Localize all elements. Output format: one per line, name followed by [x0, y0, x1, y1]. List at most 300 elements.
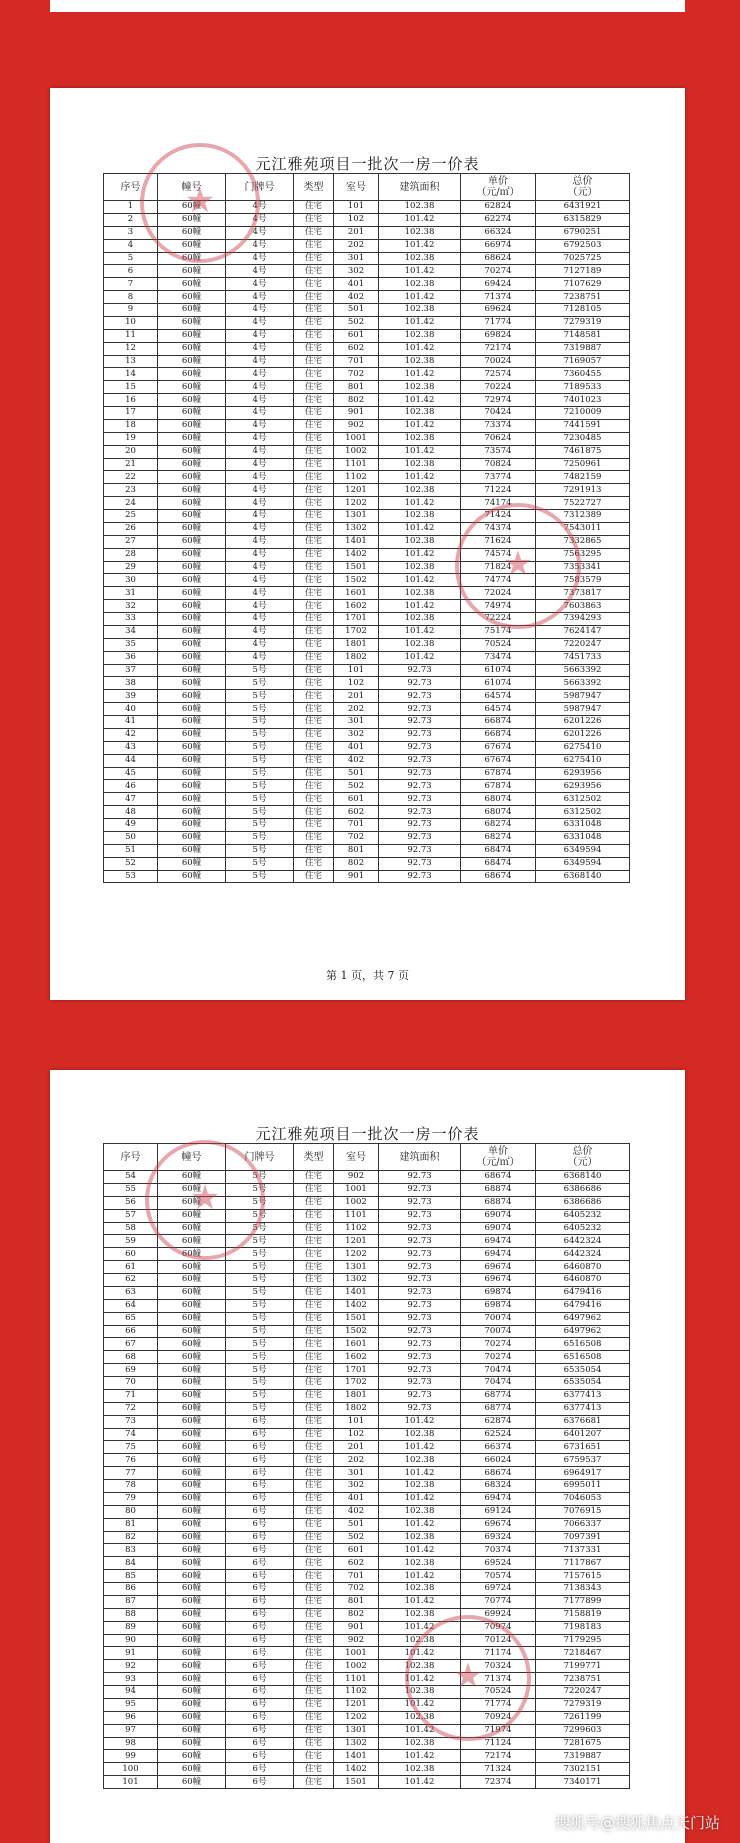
table-cell: 101.42: [379, 1724, 461, 1737]
table-cell: 60幢: [158, 1737, 226, 1750]
table-cell: 5号: [226, 1286, 294, 1299]
table-cell: 61: [104, 1261, 158, 1274]
table-cell: 60幢: [158, 419, 226, 432]
table-cell: 81: [104, 1518, 158, 1531]
table-cell: 70024: [461, 355, 536, 368]
table-cell: 101: [104, 1776, 158, 1789]
table-cell: 102.38: [379, 510, 461, 523]
table-row: [104, 767, 630, 780]
table-cell: 69874: [461, 1299, 536, 1312]
table-cell: 92.73: [379, 870, 461, 883]
table-cell: 7157615: [536, 1570, 630, 1583]
table-cell: 1001: [334, 1647, 379, 1660]
table-cell: 6号: [226, 1724, 294, 1737]
table-cell: 5号: [226, 1299, 294, 1312]
table-cell: 住宅: [294, 806, 334, 819]
table-cell: 60幢: [158, 780, 226, 793]
table-cell: 4号: [226, 561, 294, 574]
table-row: [104, 316, 630, 329]
table-cell: 4号: [226, 381, 294, 394]
table-cell: 住宅: [294, 1261, 334, 1274]
table-cell: 6376681: [536, 1415, 630, 1428]
table-cell: 60幢: [158, 1570, 226, 1583]
table-cell: 70324: [461, 1660, 536, 1673]
table-cell: 1202: [334, 1248, 379, 1261]
table-cell: 5号: [226, 1261, 294, 1274]
table-cell: 69324: [461, 1531, 536, 1544]
table-row: [104, 407, 630, 420]
table-cell: 69424: [461, 278, 536, 291]
table-cell: 60幢: [158, 1686, 226, 1699]
table-cell: 6: [104, 265, 158, 278]
table-cell: 70474: [461, 1377, 536, 1390]
table-row: [104, 1505, 630, 1518]
table-row: [104, 1763, 630, 1776]
table-cell: 501: [334, 1518, 379, 1531]
table-cell: 60幢: [158, 1492, 226, 1505]
table-cell: 住宅: [294, 291, 334, 304]
table-cell: 4号: [226, 213, 294, 226]
table-cell: 6号: [226, 1621, 294, 1634]
table-cell: 6号: [226, 1698, 294, 1711]
table-cell: 70574: [461, 1570, 536, 1583]
table-cell: 6479416: [536, 1299, 630, 1312]
table-cell: 5号: [226, 741, 294, 754]
table-cell: 7210009: [536, 407, 630, 420]
table-cell: 501: [334, 304, 379, 317]
table-cell: 69674: [461, 1261, 536, 1274]
table-cell: 92.73: [379, 741, 461, 754]
table-cell: 4号: [226, 458, 294, 471]
table-cell: 84: [104, 1557, 158, 1570]
table-cell: 202: [334, 703, 379, 716]
table-cell: 102.38: [379, 484, 461, 497]
table-cell: 6315829: [536, 213, 630, 226]
table-cell: 102.38: [379, 1531, 461, 1544]
table-cell: 住宅: [294, 355, 334, 368]
table-cell: 7066337: [536, 1518, 630, 1531]
table-cell: 92.73: [379, 831, 461, 844]
table-cell: 住宅: [294, 278, 334, 291]
table-cell: 302: [334, 265, 379, 278]
table-cell: 34: [104, 625, 158, 638]
table-cell: 6号: [226, 1518, 294, 1531]
table-cell: 64574: [461, 703, 536, 716]
table-cell: 101.42: [379, 1776, 461, 1789]
table-cell: 住宅: [294, 1776, 334, 1789]
table-row: [104, 1209, 630, 1222]
table-cell: 802: [334, 1608, 379, 1621]
table-cell: 住宅: [294, 1750, 334, 1763]
table-cell: 92.73: [379, 716, 461, 729]
table-cell: 4号: [226, 587, 294, 600]
table-cell: 6号: [226, 1737, 294, 1750]
table-cell: 62: [104, 1274, 158, 1287]
table-header-row: [104, 1144, 630, 1171]
table-row: [104, 1634, 630, 1647]
table-cell: 102.38: [379, 1711, 461, 1724]
table-cell: 60幢: [158, 1518, 226, 1531]
table-cell: 25: [104, 510, 158, 523]
table-cell: 72024: [461, 587, 536, 600]
table-cell: 住宅: [294, 1222, 334, 1235]
table-cell: 72574: [461, 368, 536, 381]
table-row: [104, 535, 630, 548]
table-cell: 1402: [334, 1763, 379, 1776]
table-cell: 6479416: [536, 1286, 630, 1299]
table-cell: 6号: [226, 1454, 294, 1467]
table-row: [104, 1274, 630, 1287]
table-cell: 60幢: [158, 1531, 226, 1544]
table-row: [104, 497, 630, 510]
table-cell: 6386686: [536, 1196, 630, 1209]
table-row: [104, 638, 630, 651]
table-cell: 60幢: [158, 1441, 226, 1454]
column-header: 序号: [104, 174, 158, 201]
table-cell: 301: [334, 252, 379, 265]
table-cell: 6995011: [536, 1480, 630, 1493]
table-cell: 4号: [226, 432, 294, 445]
table-cell: 住宅: [294, 1325, 334, 1338]
table-cell: 6号: [226, 1595, 294, 1608]
table-cell: 71824: [461, 561, 536, 574]
table-cell: 1002: [334, 1660, 379, 1673]
table-cell: 41: [104, 716, 158, 729]
table-cell: 住宅: [294, 574, 334, 587]
table-cell: 5号: [226, 1364, 294, 1377]
table-cell: 住宅: [294, 548, 334, 561]
table-cell: 60幢: [158, 600, 226, 613]
table-cell: 68074: [461, 806, 536, 819]
table-cell: 6790251: [536, 226, 630, 239]
table-cell: 93: [104, 1673, 158, 1686]
table-cell: 67674: [461, 741, 536, 754]
table-cell: 101.42: [379, 1750, 461, 1763]
table-cell: 83: [104, 1544, 158, 1557]
table-cell: 7482159: [536, 471, 630, 484]
table-cell: 60幢: [158, 484, 226, 497]
table-cell: 7220247: [536, 1686, 630, 1699]
table-cell: 801: [334, 844, 379, 857]
table-cell: 1802: [334, 1402, 379, 1415]
table-cell: 6442324: [536, 1235, 630, 1248]
table-cell: 16: [104, 394, 158, 407]
table-cell: 80: [104, 1505, 158, 1518]
table-cell: 7218467: [536, 1647, 630, 1660]
table-cell: 60幢: [158, 806, 226, 819]
table-cell: 74574: [461, 548, 536, 561]
table-cell: 4号: [226, 548, 294, 561]
table-cell: 住宅: [294, 1660, 334, 1673]
table-cell: 92.73: [379, 1351, 461, 1364]
table-cell: 7451733: [536, 651, 630, 664]
table-cell: 92.73: [379, 1183, 461, 1196]
table-cell: 住宅: [294, 1467, 334, 1480]
table-cell: 76: [104, 1454, 158, 1467]
table-cell: 60幢: [158, 304, 226, 317]
table-cell: 4号: [226, 278, 294, 291]
table-cell: 60幢: [158, 1183, 226, 1196]
table-cell: 69674: [461, 1518, 536, 1531]
table-cell: 5号: [226, 1312, 294, 1325]
table-cell: 住宅: [294, 1698, 334, 1711]
table-cell: 60幢: [158, 716, 226, 729]
table-row: [104, 1686, 630, 1699]
table-cell: 住宅: [294, 677, 334, 690]
table-cell: 40: [104, 703, 158, 716]
table-cell: 69: [104, 1364, 158, 1377]
table-cell: 92.73: [379, 1209, 461, 1222]
table-cell: 101.42: [379, 1647, 461, 1660]
table-cell: 68674: [461, 1171, 536, 1184]
table-cell: 702: [334, 1583, 379, 1596]
table-cell: 60幢: [158, 793, 226, 806]
table-cell: 29: [104, 561, 158, 574]
table-cell: 6349594: [536, 844, 630, 857]
table-cell: 66374: [461, 1441, 536, 1454]
table-cell: 102: [334, 213, 379, 226]
table-cell: 住宅: [294, 304, 334, 317]
table-cell: 46: [104, 780, 158, 793]
table-cell: 70824: [461, 458, 536, 471]
table-cell: 1302: [334, 522, 379, 535]
column-header: 单价 （元/㎡）: [461, 174, 536, 201]
table-cell: 92.73: [379, 1248, 461, 1261]
table-cell: 5号: [226, 1196, 294, 1209]
table-cell: 30: [104, 574, 158, 587]
table-cell: 住宅: [294, 252, 334, 265]
table-cell: 92.73: [379, 703, 461, 716]
table-cell: 92.73: [379, 1402, 461, 1415]
table-cell: 4号: [226, 342, 294, 355]
table-cell: 43: [104, 741, 158, 754]
table-row: [104, 226, 630, 239]
table-cell: 4号: [226, 291, 294, 304]
table-cell: 68474: [461, 857, 536, 870]
table-cell: 6293956: [536, 780, 630, 793]
table-cell: 1301: [334, 1261, 379, 1274]
table-cell: 1501: [334, 561, 379, 574]
table-cell: 7302151: [536, 1763, 630, 1776]
table-row: [104, 677, 630, 690]
table-cell: 4号: [226, 407, 294, 420]
table-cell: 6号: [226, 1441, 294, 1454]
watermark: 搜狐号@搜狐焦点天门站: [554, 1814, 720, 1832]
table-cell: 60幢: [158, 329, 226, 342]
table-cell: 6497962: [536, 1325, 630, 1338]
column-header: 建筑面积: [379, 174, 461, 201]
table-cell: 60幢: [158, 1299, 226, 1312]
table-cell: 4号: [226, 638, 294, 651]
table-cell: 101: [334, 664, 379, 677]
table-row: [104, 1647, 630, 1660]
table-cell: 301: [334, 716, 379, 729]
table-cell: 60幢: [158, 703, 226, 716]
table-cell: 70124: [461, 1634, 536, 1647]
table-cell: 5663392: [536, 677, 630, 690]
table-cell: 102.38: [379, 458, 461, 471]
table-cell: 101.42: [379, 574, 461, 587]
table-cell: 1301: [334, 1724, 379, 1737]
table-cell: 60幢: [158, 1621, 226, 1634]
table-cell: 56: [104, 1196, 158, 1209]
table-cell: 1101: [334, 1673, 379, 1686]
table-row: [104, 1389, 630, 1402]
table-cell: 5号: [226, 1377, 294, 1390]
table-cell: 801: [334, 381, 379, 394]
table-cell: 5号: [226, 754, 294, 767]
table-cell: 1702: [334, 1377, 379, 1390]
table-cell: 7199771: [536, 1660, 630, 1673]
table-cell: 5号: [226, 677, 294, 690]
table-cell: 92.73: [379, 1222, 461, 1235]
table-cell: 69074: [461, 1222, 536, 1235]
table-cell: 60幢: [158, 767, 226, 780]
table-cell: 901: [334, 870, 379, 883]
table-cell: 71774: [461, 316, 536, 329]
table-cell: 68674: [461, 870, 536, 883]
table-cell: 住宅: [294, 1183, 334, 1196]
table-cell: 602: [334, 806, 379, 819]
table-cell: 7025725: [536, 252, 630, 265]
table-cell: 60幢: [158, 677, 226, 690]
table-cell: 44: [104, 754, 158, 767]
table-cell: 19: [104, 432, 158, 445]
table-cell: 7312389: [536, 510, 630, 523]
table-cell: 6号: [226, 1647, 294, 1660]
table-cell: 701: [334, 355, 379, 368]
table-cell: 6号: [226, 1492, 294, 1505]
table-cell: 60幢: [158, 1428, 226, 1441]
table-cell: 住宅: [294, 1492, 334, 1505]
table-cell: 68274: [461, 819, 536, 832]
column-header: 类型: [294, 174, 334, 201]
table-cell: 住宅: [294, 780, 334, 793]
table-cell: 5号: [226, 1402, 294, 1415]
table-cell: 22: [104, 471, 158, 484]
table-cell: 60幢: [158, 355, 226, 368]
table-cell: 68774: [461, 1402, 536, 1415]
table-cell: 5号: [226, 819, 294, 832]
table-cell: 60幢: [158, 728, 226, 741]
table-cell: 6442324: [536, 1248, 630, 1261]
table-cell: 7624147: [536, 625, 630, 638]
table-cell: 住宅: [294, 1235, 334, 1248]
table-cell: 65: [104, 1312, 158, 1325]
column-header: 总价 （元）: [536, 174, 630, 201]
table-cell: 102.38: [379, 1480, 461, 1493]
table-cell: 20: [104, 445, 158, 458]
table-cell: 102.38: [379, 1634, 461, 1647]
table-row: [104, 355, 630, 368]
table-cell: 92.73: [379, 1389, 461, 1402]
table-cell: 86: [104, 1583, 158, 1596]
table-cell: 32: [104, 600, 158, 613]
table-cell: 60幢: [158, 432, 226, 445]
table-cell: 61074: [461, 664, 536, 677]
table-cell: 71: [104, 1389, 158, 1402]
table-cell: 102.38: [379, 381, 461, 394]
table-cell: 6431921: [536, 201, 630, 214]
table-cell: 60幢: [158, 407, 226, 420]
table-cell: 60幢: [158, 1351, 226, 1364]
table-cell: 101.42: [379, 419, 461, 432]
table-cell: 64574: [461, 690, 536, 703]
table-cell: 92.73: [379, 728, 461, 741]
table-row: [104, 1557, 630, 1570]
table-cell: 18: [104, 419, 158, 432]
table-row: [104, 445, 630, 458]
table-cell: 85: [104, 1570, 158, 1583]
table-cell: 101.42: [379, 445, 461, 458]
table-cell: 7: [104, 278, 158, 291]
table-cell: 70524: [461, 638, 536, 651]
table-cell: 7291913: [536, 484, 630, 497]
table-cell: 60幢: [158, 1364, 226, 1377]
table-cell: 4号: [226, 252, 294, 265]
table-cell: 92.73: [379, 806, 461, 819]
table-cell: 7319887: [536, 1750, 630, 1763]
table-cell: 71624: [461, 535, 536, 548]
table-cell: 1301: [334, 510, 379, 523]
table-cell: 74: [104, 1428, 158, 1441]
table-cell: 69724: [461, 1583, 536, 1596]
table-cell: 6275410: [536, 741, 630, 754]
table-cell: 60幢: [158, 458, 226, 471]
table-cell: 7220247: [536, 638, 630, 651]
table-cell: 102.38: [379, 226, 461, 239]
table-cell: 101.42: [379, 1467, 461, 1480]
document-page-2: [50, 1070, 685, 1843]
table-cell: 4号: [226, 329, 294, 342]
column-header: 室号: [334, 174, 379, 201]
table-cell: 住宅: [294, 445, 334, 458]
table-cell: 7158819: [536, 1608, 630, 1621]
table-cell: 70424: [461, 407, 536, 420]
table-cell: 7603863: [536, 600, 630, 613]
table-cell: 7261199: [536, 1711, 630, 1724]
table-cell: 1201: [334, 1698, 379, 1711]
table-cell: 5987947: [536, 690, 630, 703]
table-cell: 6401207: [536, 1428, 630, 1441]
table-cell: 1201: [334, 1235, 379, 1248]
table-cell: 60幢: [158, 316, 226, 329]
table-cell: 7373817: [536, 587, 630, 600]
table-cell: 1602: [334, 600, 379, 613]
table-cell: 901: [334, 407, 379, 420]
table-row: [104, 522, 630, 535]
table-cell: 101.42: [379, 1595, 461, 1608]
table-cell: 96: [104, 1711, 158, 1724]
table-cell: 902: [334, 419, 379, 432]
table-cell: 60幢: [158, 201, 226, 214]
table-header-row: [104, 174, 630, 201]
table-row: [104, 793, 630, 806]
table-cell: 92.73: [379, 664, 461, 677]
table-cell: 70974: [461, 1621, 536, 1634]
table-cell: 101.42: [379, 1673, 461, 1686]
table-cell: 60幢: [158, 445, 226, 458]
table-row: [104, 1660, 630, 1673]
table-cell: 5: [104, 252, 158, 265]
table-cell: 6731651: [536, 1441, 630, 1454]
table-cell: 住宅: [294, 1209, 334, 1222]
table-cell: 住宅: [294, 651, 334, 664]
table-cell: 住宅: [294, 613, 334, 626]
table-cell: 住宅: [294, 1505, 334, 1518]
table-row: [104, 870, 630, 883]
table-cell: 6号: [226, 1544, 294, 1557]
